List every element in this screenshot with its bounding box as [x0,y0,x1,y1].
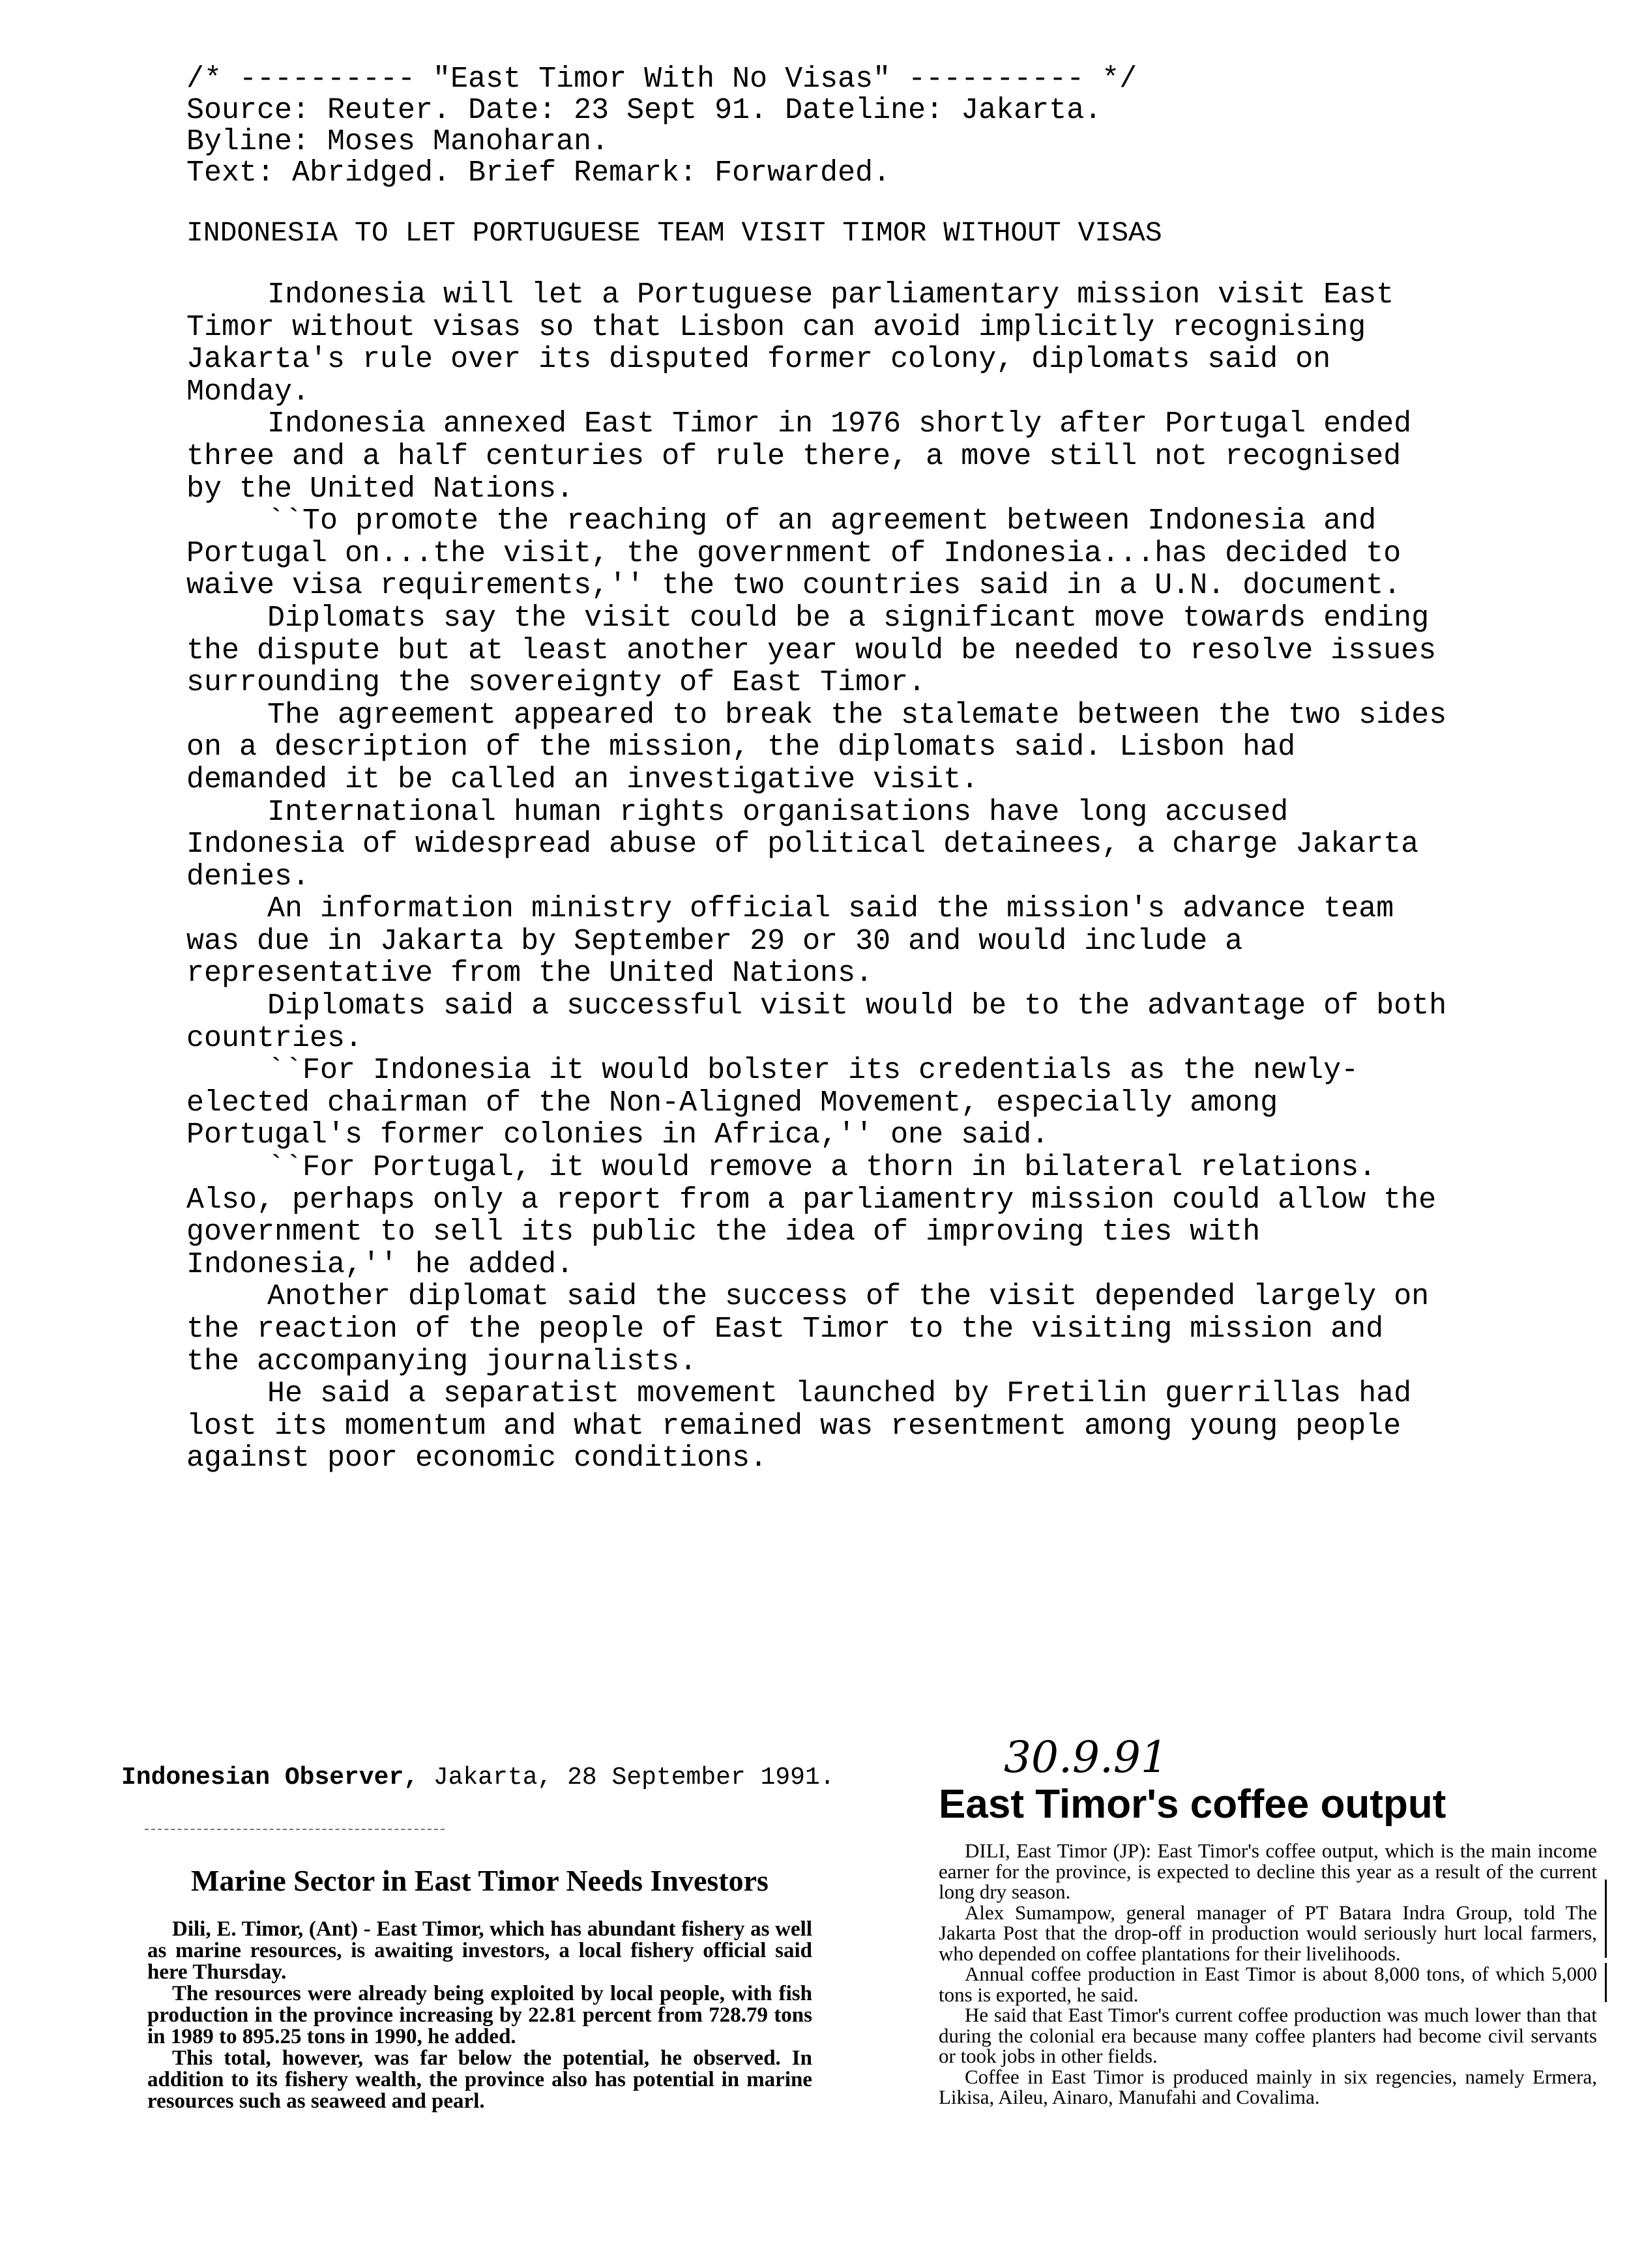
article-paragraph: He said a separatist movement launched by Fretilin guerrillas had lost its momentum and what remained was resentment among young people against poor economic conditions. [186,1377,1412,1476]
header-line-text: Text: Abridged. Brief Remark: Forwarded. [186,156,891,190]
article-paragraph: The agreement appeared to break the stalemate between the two sides on a description of the mission, the diplomats said. Lisbon had demanded it be called an investigative visit. [186,698,1447,796]
marine-headline: Marine Sector in East Timor Needs Investors [191,1864,769,1897]
article-headline: INDONESIA TO LET PORTUGUESE TEAM VISIT TIMOR WITHOUT VISAS [186,217,1162,249]
coffee-paragraph: He said that East Timor's current coffee production was much lower than that during the colonial era because many coffee planters had become civil servants or took jobs in other fields. [939,2003,1597,2067]
article-paragraph: An information ministry official said the mission's advance team was due in Jakarta by September 29 or 30 and would include a representative from the United Nations. [186,892,1394,991]
publication-date: Jakarta, 28 September 1991. [418,1764,835,1792]
margin-rule [1605,1963,1607,2002]
coffee-paragraph: Coffee in East Timor is produced mainly in six regencies, namely Ermera, Likisa, Aileu, Ainaro, Manufahi and Covalima. [939,2065,1597,2108]
article-paragraph: ``For Indonesia it would bolster its credentials as the newly-elected chairman of the Non-Aligned Movement, especially among Portugal's former colonies in Africa,'' one said. [186,1054,1359,1152]
article-paragraph: International human rights organisations have long accused Indonesia of widespread abuse of political detainees, a charge Jakarta denies. [186,795,1419,894]
clipping-source-caption [121,1764,835,1792]
marine-paragraph: The resources were already being exploited by local people, with fish production in the province increasing by 22.81 percent from 728.79 tons in 1989 to 895.25 tons in 1990, he added. [147,1982,812,2048]
marine-paragraph: This total, however, was far below the potential, he observed. In addition to its fishery wealth, the province also has potential in marine resources such as seaweed and pearl. [147,2046,812,2113]
article-paragraph: ``To promote the reaching of an agreement between Indonesia and Portugal on...the visit, the government of Indonesia...has decided to waive visa requirements,'' the two countries said in a U.N. document. [186,504,1401,603]
marine-sector-clipping [147,1863,812,2112]
coffee-output-clipping [939,1734,1597,2108]
coffee-paragraph: Alex Sumampow, general manager of PT Batara Indra Group, told The Jakarta Post that the drop-off in production would seriously hurt local farmers, who depended on coffee plantations for their livelihoods. [939,1900,1597,1965]
coffee-paragraph: DILI, East Timor (JP): East Timor's coffee output, which is the main income earner for the province, is expected to decline this year as a result of the current long dry season. [939,1839,1597,1903]
coffee-headline: East Timor's coffee output [939,1782,1446,1827]
handwritten-date: 30.9.91 [1004,1732,1168,1782]
article-paragraph: Indonesia annexed East Timor in 1976 shortly after Portugal ended three and a half centuries of rule there, a move still not recognised by the United Nations. [186,407,1412,506]
article-paragraph: Another diplomat said the success of the visit depended largely on the reaction of the people of East Timor to the visiting mission and the accompanying journalists. [186,1280,1429,1378]
article-paragraph: Diplomats say the visit could be a significant move towards ending the dispute but at least another year would be needed to resolve issues surrounding the sovereignty of East Timor. [186,601,1437,700]
coffee-paragraph: Annual coffee production in East Timor is about 8,000 tons, of which 5,000 tons is exported, he said. [939,1962,1597,2006]
header-line-byline: Byline: Moses Manoharan. [186,125,609,158]
publication-name: Indonesian Observer, [121,1764,419,1792]
reuter-article [186,64,1490,1475]
margin-rule [1605,1880,1607,1958]
clipping-divider [145,1829,445,1830]
marine-paragraph: Dili, E. Timor, (Ant) - East Timor, which has abundant fishery as well as marine resources, is awaiting investors, a local fishery official said here Thursday. [147,1917,812,1984]
article-body [186,279,1451,1475]
article-paragraph: Indonesia will let a Portuguese parliamentary mission visit East Timor without visas so that Lisbon can avoid implicitly recognising Jakarta's rule over its disputed former colony, diplomats said on Monday. [186,278,1394,409]
header-line-source: Source: Reuter. Date: 23 Sept 91. Dateline: Jakarta. [186,94,1102,127]
article-paragraph: ``For Portugal, it would remove a thorn in bilateral relations. Also, perhaps only a report from a parliamentry mission could allow the government to sell its public the idea of improving ties with Indonesia,'' he added. [186,1151,1437,1281]
header-line-title: /* ---------- "East Timor With No Visas" ---------- */ [186,63,1137,96]
article-paragraph: Diplomats said a successful visit would be to the advantage of both countries. [186,989,1447,1055]
